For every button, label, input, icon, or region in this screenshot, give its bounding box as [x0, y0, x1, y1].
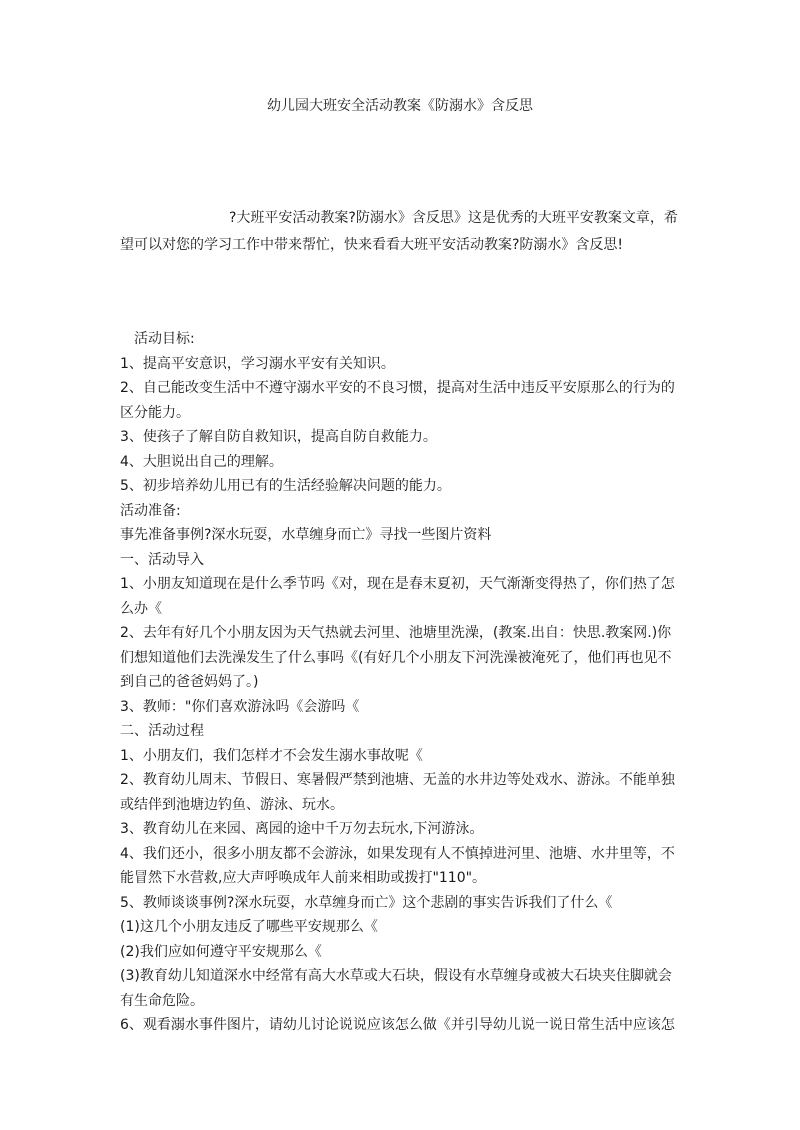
paragraph: (3)教育幼儿知道深水中经常有高大水草或大石块，假设有水草缠身或被大石块夹住脚就会有生命危险。: [120, 968, 672, 1009]
section-heading: 二、活动过程: [120, 723, 204, 739]
document-body: [120, 327, 682, 1038]
paragraph: 4、大胆说出自己的理解。: [120, 453, 283, 470]
paragraph: 3、使孩子了解自防自救知识，提高自防自救能力。: [120, 429, 437, 445]
paragraph: 6、观看溺水事件图片，请幼儿讨论说说应该怎么做《并引导幼儿说一说日常生活中应该怎: [120, 1017, 675, 1033]
paragraph: 5、初步培养幼儿用已有的生活经验解决问题的能力。: [120, 478, 451, 494]
paragraph: 3、教育幼儿在来园、离园的途中千万勿去玩水,下河游泳。: [120, 821, 484, 837]
paragraph: 1、小朋友知道现在是什么季节吗《对，现在是春末夏初，天气渐渐变得热了，你们热了怎么办《: [120, 576, 675, 617]
paragraph: 2、自己能改变生活中不遵守溺水平安的不良习惯，提高对生活中违反平安原那么的行为的区分能力。: [120, 380, 675, 421]
paragraph: 事先准备事例?深水玩耍，水草缠身而亡》寻找一些图片资料: [120, 527, 492, 543]
section-heading: 一、活动导入: [120, 551, 204, 568]
paragraph: 4、我们还小，很多小朋友都不会游泳，如果发现有人不慎掉进河里、池塘、水井里等，不能冒然下水营救,应大声呼唤成年人前来相助或拨打"110"。: [120, 845, 675, 886]
paragraph: 5、教师谈谈事例?深水玩耍，水草缠身而亡》这个悲剧的事实告诉我们了什么《: [120, 894, 613, 911]
paragraph: 1、小朋友们，我们怎样才不会发生溺水事故呢《: [120, 747, 423, 764]
paragraph: 2、去年有好几个小朋友因为天气热就去河里、池塘里洗澡，(教案.出自：快思.教案网.)你们想知道他们去洗澡发生了什么事吗《(有好几个小朋友下河洗澡被淹死了，他们再也见不到自己的爸爸妈妈了。): [120, 625, 672, 690]
paragraph: 2、教育幼儿周末、节假日、寒暑假严禁到池塘、无盖的水井边等处戏水、游泳。不能单独或结伴到池塘边钓鱼、游泳、玩水。: [120, 772, 675, 813]
document-title: 幼儿园大班安全活动教案《防溺水》含反思: [267, 98, 533, 114]
paragraph: 1、提高平安意识，学习溺水平安有关知识。: [120, 355, 395, 372]
paragraph: (1)这几个小朋友违反了哪些平安规那么《: [120, 919, 378, 935]
paragraph: 3、教师："你们喜欢游泳吗《会游吗《: [120, 698, 360, 715]
section-label-goals: 活动目标:: [134, 331, 195, 347]
paragraph: (2)我们应如何遵守平安规那么《: [120, 943, 322, 960]
section-label-preparation: 活动准备:: [120, 502, 181, 519]
intro-paragraph: ?大班平安活动教案?防溺水》含反思》这是优秀的大班平安教案文章，希望可以对您的学习工作中带来帮忙，快来看看大班平安活动教案?防溺水》含反思!: [120, 210, 678, 253]
